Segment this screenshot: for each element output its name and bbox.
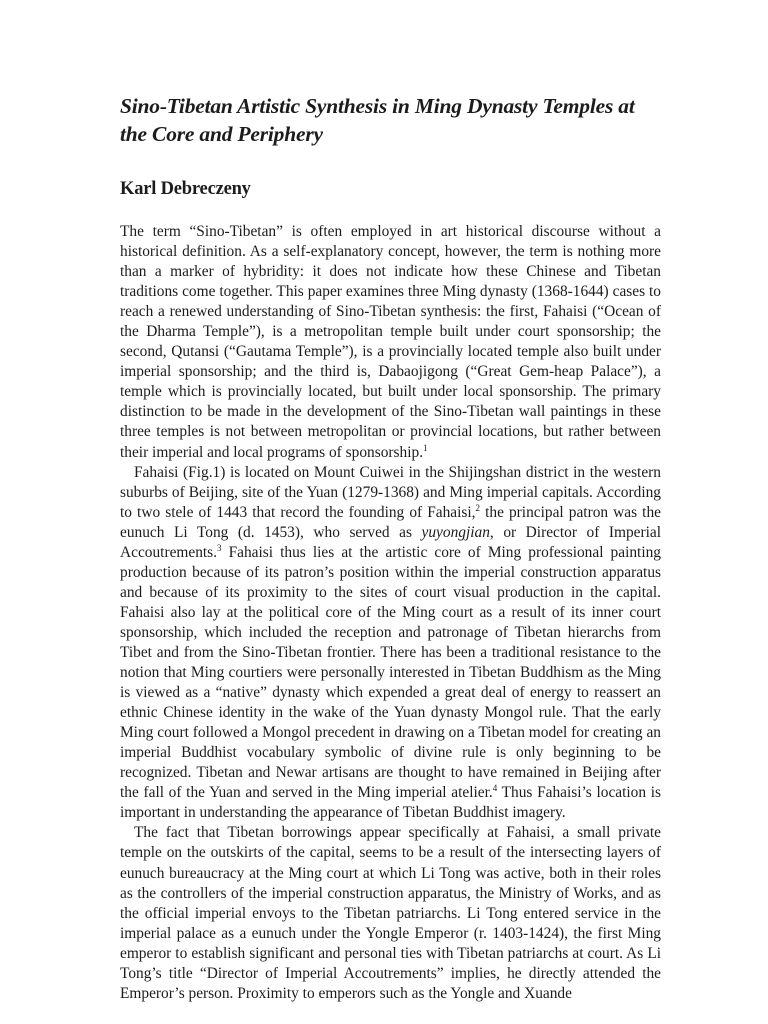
paragraph-text: The fact that Tibetan borrowings appear specifically at Fahaisi, a small private temple on the outskirts of the capital, seems to be a result of the intersecting layers of eunuch bureaucracy at the Ming court at which Li Tong was active, both in their roles as the controllers of the imperial construction apparatus, the Ministry of Works, and as the official imperial envoys to the Tibetan patriarchs. Li Tong entered service in the imperial palace as a eunuch under the Yongle Emperor (r. 1403-1424), the first Ming emperor to establish significant and personal ties with Tibetan patriarchs at court. As Li Tong’s title “Director of Imperial Accoutrements” implies, he directly attended the Emperor’s person. Proximity to emperors such as the Yongle and Xuande [120, 824, 661, 1002]
paragraph-text: , or Director of Imperial Accoutrements. [120, 523, 661, 561]
footnote-marker: 2 [475, 502, 481, 513]
article-title: Sino-Tibetan Artistic Synthesis in Ming Dynasty Temples at the Core and Periphery [120, 94, 635, 146]
italic-term: yuyongjian [421, 523, 490, 541]
paragraph-text: the principal patron was the eunuch Li Tong (d. 1453), who served as [120, 503, 661, 541]
paragraph-text: Fahaisi (Fig.1) is located on Mount Cuiwei in the Shijingshan district in the western suburbs of Beijing, site of the Yuan (1279-1368) and Ming imperial capitals. According to two stele of 1443 that record the founding of Fahaisi, [120, 463, 661, 521]
page [120, 92, 661, 1002]
paragraph-text: The term “Sino-Tibetan” is often employed in art historical discourse without a historical definition. As a self-explanatory concept, however, the term is nothing more than a marker of hybridity: it does not indicate how these Chinese and Tibetan traditions come together. This paper examines three Ming dynasty (1368-1644) cases to reach a renewed understanding of Sino-Tibetan synthesis: the first, Fahaisi (“Ocean of the Dharma Temple”), is a metropolitan temple built under court sponsorship; the second, Qutansi (“Gautama Temple”), is a provincially located temple also built under imperial sponsorship; and the third is, Dabaojigong (“Great Gem-heap Palace”), a temple which is provincially located, but built under local sponsorship. The primary distinction to be made in the development of the Sino-Tibetan wall paintings in these three temples is not between metropolitan or provincial locations, but rather between their imperial and local programs of sponsorship. [120, 223, 661, 461]
article-body [120, 222, 661, 1004]
article-author: Karl Debreczeny [120, 179, 251, 199]
body-paragraph [120, 823, 661, 1003]
footnote-marker: 1 [423, 442, 428, 453]
body-paragraph [120, 463, 661, 824]
footnote-marker: 4 [492, 783, 498, 794]
paragraph-text: Thus Fahaisi’s location is important in understanding the appearance of Tibetan Buddhist imagery. [120, 784, 661, 822]
body-paragraph [120, 222, 661, 463]
footnote-marker: 3 [217, 542, 222, 553]
paragraph-text: Fahaisi thus lies at the artistic core of Ming professional painting production because of its patron’s position within the imperial construction apparatus and because of its proximity to the sites of court visual production in the capital. Fahaisi also lay at the political core of the Ming court as a result of its inner court sponsorship, which included the reception and patronage of Tibetan hierarchs from Tibet and from the Sino-Tibetan frontier. There has been a traditional resistance to the notion that Ming courtiers were personally interested in Tibetan Buddhism as the Ming is viewed as a “native” dynasty which expended a great deal of energy to reassert an ethnic Chinese identity in the wake of the Yuan dynasty Mongol rule. That the early Ming court followed a Mongol precedent in drawing on a Tibetan model for creating an imperial Buddhist vocabulary symbolic of divine rule is only beginning to be recognized. Tibetan and Newar artisans are thought to have remained in Beijing after the fall of the Yuan and served in the Ming imperial atelier. [120, 543, 661, 802]
